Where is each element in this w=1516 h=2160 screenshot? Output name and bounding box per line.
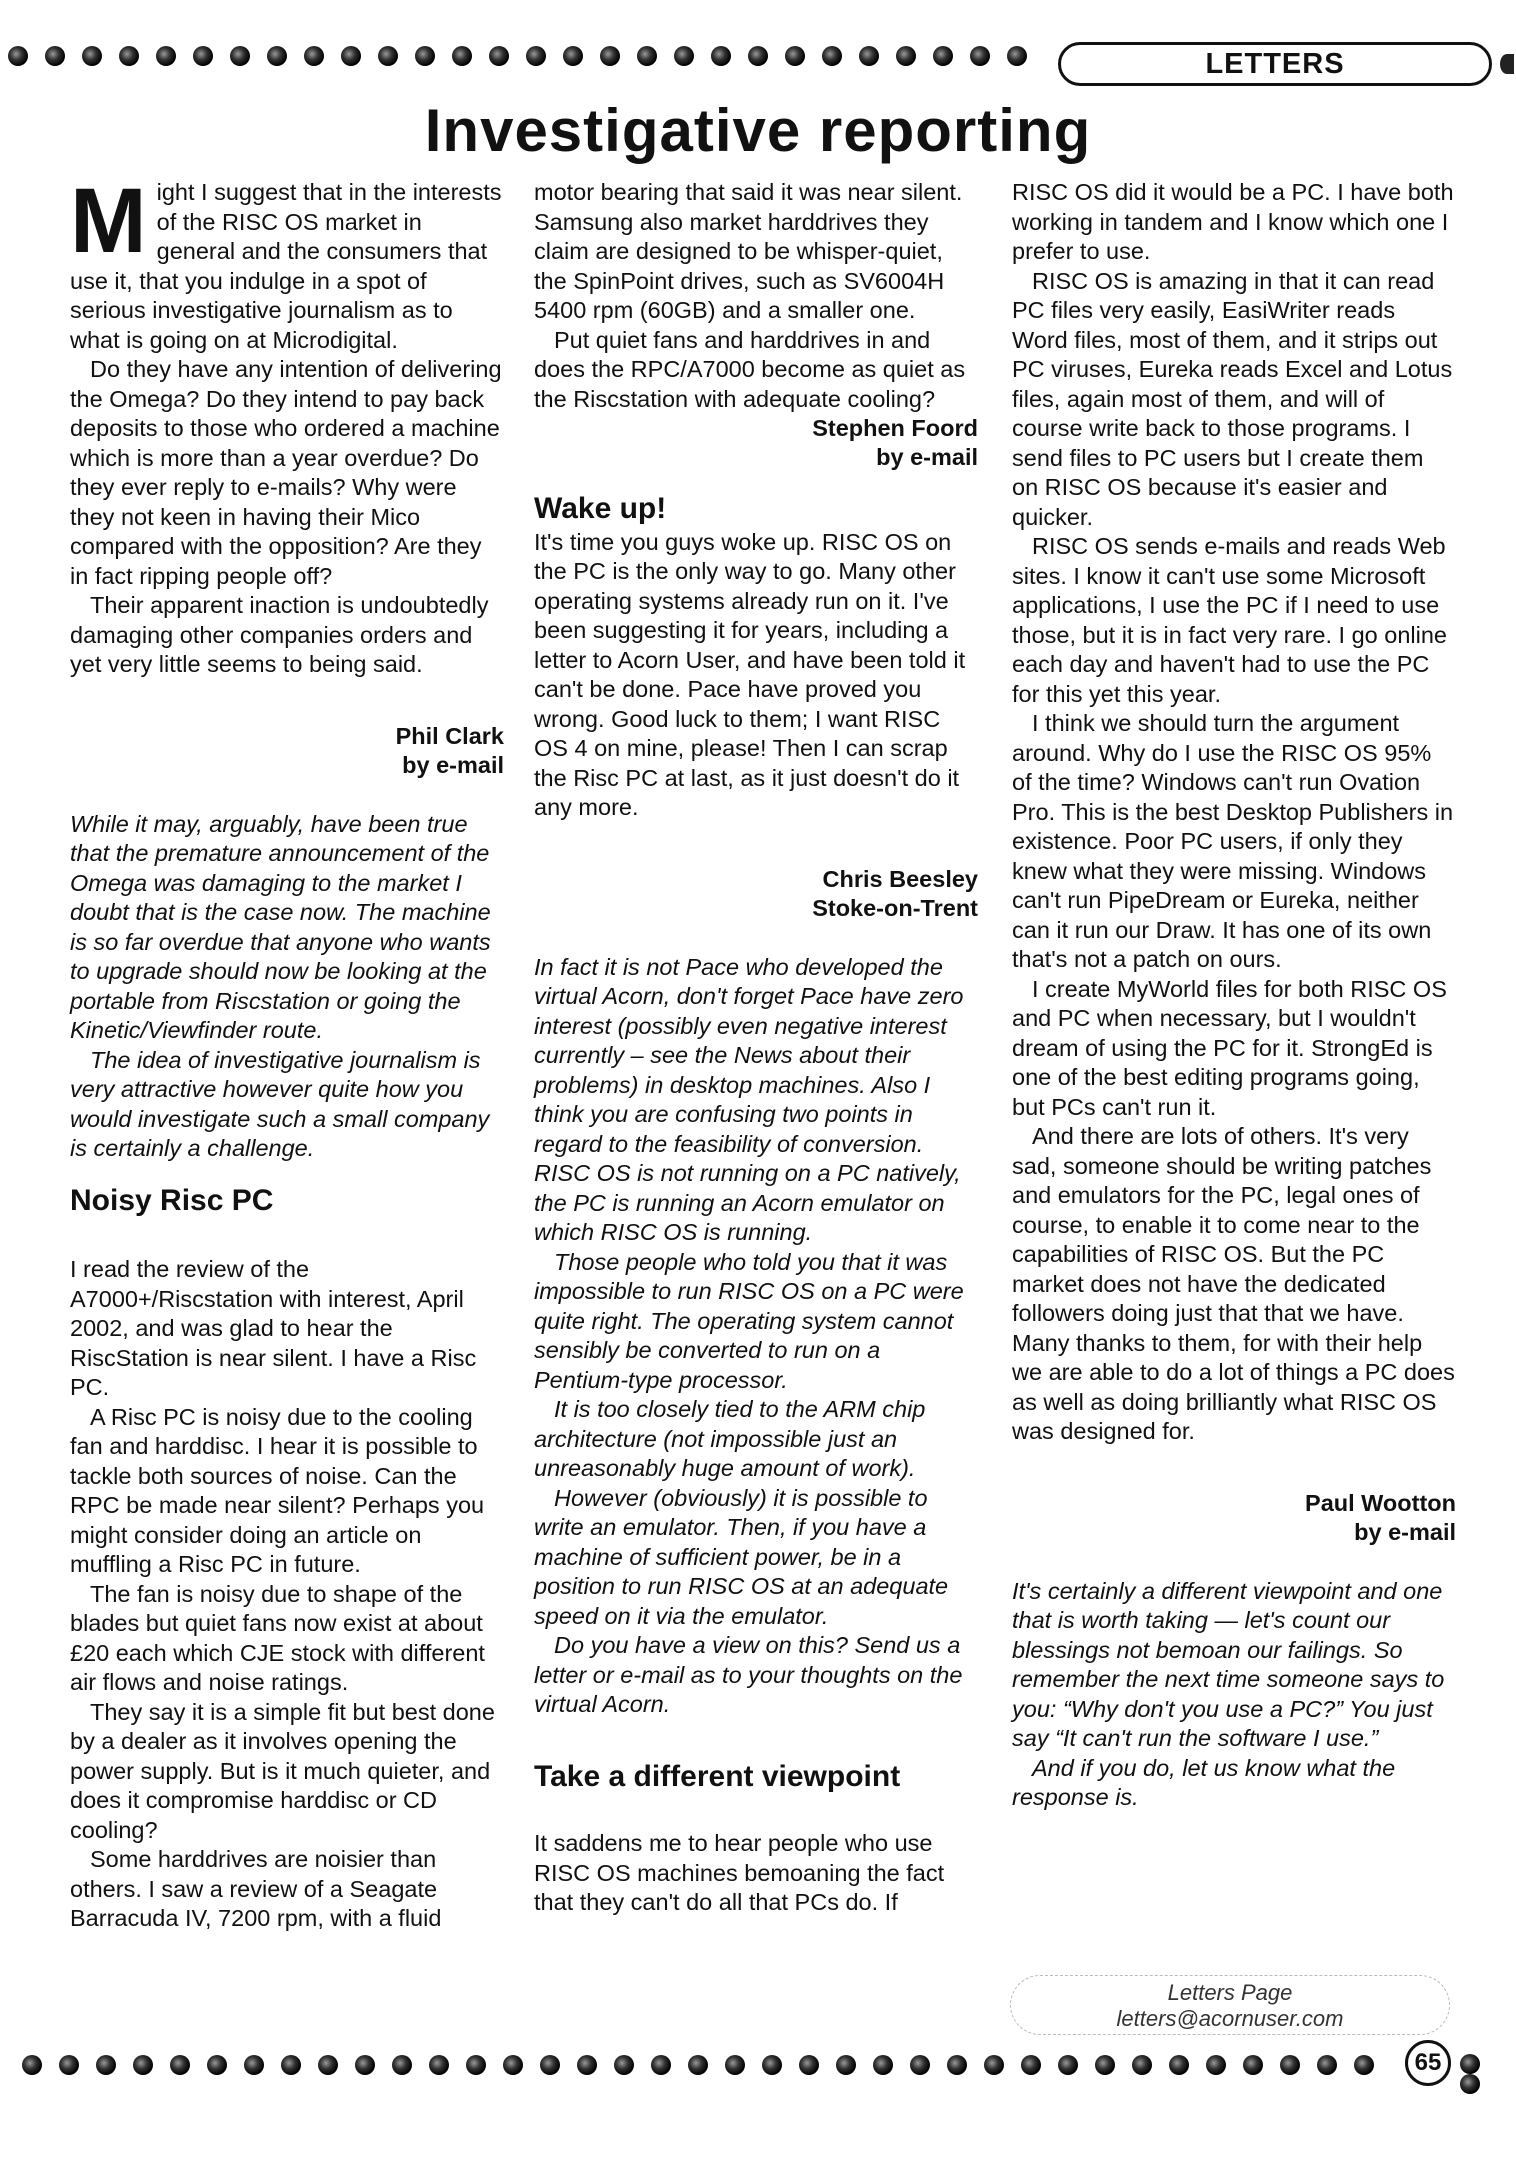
dot-ornament	[304, 46, 324, 66]
dot-ornament	[1243, 2055, 1263, 2075]
reply-para: It is too closely tied to the ARM chip architecture (not impossible just an unreasonably huge amount of work).	[534, 1396, 926, 1481]
letter4-heading: Take a different viewpoint	[534, 1759, 901, 1793]
letter4-para: It saddens me to hear people who use RISC OS machines bemoaning the fact that they can't do all that PCs do. If	[534, 1830, 945, 1915]
letter3-editor-reply	[534, 953, 978, 1720]
letter3-heading: Wake up!	[534, 492, 667, 525]
letter2-para: I read the review of the A7000+/Riscstation with interest, April 2002, and was glad to hear the RiscStation is near silent. I have a Risc PC.	[70, 1256, 477, 1400]
dot-ornament	[207, 2055, 227, 2075]
bottom-dot-border	[22, 2055, 1402, 2089]
dot-ornament	[947, 2055, 967, 2075]
dot-ornament	[822, 46, 842, 66]
dot-ornament	[725, 2055, 745, 2075]
tab-end-dot	[1500, 54, 1514, 74]
letter4-para: RISC OS sends e-mails and reads Web sites. I know it can't use some Microsoft applications, I use the PC if I need to use those, but it is in fact very rare. I go online each day and haven't had to use the PC for this yet this year.	[1012, 533, 1447, 707]
dot-ornament	[873, 2055, 893, 2075]
dot-ornament	[1058, 2055, 1078, 2075]
dot-ornament	[1021, 2055, 1041, 2075]
letter1-para-2: Their apparent inaction is undoubtedly damaging other companies orders and yet very little seems to being said.	[70, 592, 489, 677]
page-title: Investigative reporting	[424, 97, 1092, 164]
letter4-para: I create MyWorld files for both RISC OS and PC when necessary, but I wouldn't dream of using the PC for it. StrongEd is one of the best editing programs going, but PCs can't run it.	[1012, 975, 1447, 1120]
dot-ornament	[896, 46, 916, 66]
dot-ornament	[1354, 2055, 1374, 2075]
dot-ornament	[170, 2055, 190, 2075]
letter4-editor-reply	[1012, 1577, 1456, 1813]
top-dot-border	[8, 46, 1058, 80]
dot-ornament	[1007, 46, 1027, 66]
dot-ornament	[341, 46, 361, 66]
tail-dots	[1460, 2054, 1516, 2094]
dot-ornament	[785, 46, 805, 66]
dot-ornament	[466, 2055, 486, 2075]
dot-ornament	[45, 46, 65, 66]
letter3-para: It's time you guys woke up. RISC OS on the PC is the only way to go. Many other operating systems already run on it. I've been suggesting it for years, including a letter to Acorn User, and have been told it can't be done. Pace have proved you wrong. Good luck to them; I want RISC OS 4 on mine, please! Then I can scrap the Risc PC at last, as it just doesn't do it any more.	[534, 528, 966, 820]
dot-ornament	[577, 2055, 597, 2075]
dot-ornament	[452, 46, 472, 66]
letters-contact-stamp	[1010, 1975, 1450, 2035]
dot-ornament	[836, 2055, 856, 2075]
letter2-para: Put quiet fans and harddrives in and does the RPC/A7000 become as quiet as the Riscstation with adequate cooling?	[534, 326, 966, 412]
dot-ornament	[119, 46, 139, 66]
dot-ornament	[96, 2055, 116, 2075]
dot-ornament	[526, 46, 546, 66]
page-number: 65	[1405, 2040, 1451, 2086]
dot-ornament	[193, 46, 213, 66]
letter1-source: by e-mail	[402, 751, 504, 778]
dot-ornament	[984, 2055, 1004, 2075]
letter1-author: Phil Clark	[395, 722, 504, 749]
dot-ornament	[133, 2055, 153, 2075]
dot-ornament	[859, 46, 879, 66]
dot-ornament	[688, 2055, 708, 2075]
dot-ornament	[540, 2055, 560, 2075]
dot-ornament	[489, 46, 509, 66]
letter2-source: by e-mail	[876, 444, 978, 470]
dot-ornament	[1280, 2055, 1300, 2075]
dot-ornament	[1460, 2074, 1480, 2094]
letter4-author: Paul Wootton	[1305, 1489, 1456, 1516]
letter2-para: The fan is noisy due to shape of the blades but quiet fans now exist at about £20 each which CJE stock with different air flows and noise ratings.	[70, 1580, 485, 1695]
column-3	[1012, 178, 1456, 1813]
dot-ornament	[281, 2055, 301, 2075]
dot-ornament	[22, 2055, 42, 2075]
letter1-para-1: Do they have any intention of delivering the Omega? Do they intend to pay back deposits to those who ordered a machine which is more than a year overdue? Do they ever reply to e-mails? Why were they not keen in having their Mico compared with the opposition? Are they in fact ripping people off?	[70, 356, 502, 589]
letter4-para: RISC OS did it would be a PC. I have both working in tandem and I know which one I prefer to use.	[1012, 179, 1454, 264]
dot-ornament	[1169, 2055, 1189, 2075]
letter1-editor-reply	[70, 810, 504, 1164]
contact-email[interactable]: letters@acornuser.com	[1116, 2006, 1344, 2031]
dot-ornament	[59, 2055, 79, 2075]
reply-para: And if you do, let us know what the response is.	[1012, 1754, 1396, 1810]
letter2-para: They say it is a simple fit but best done by a dealer as it involves opening the power supply. But is it much quieter, and does it compromise harddisc or CD cooling?	[70, 1698, 495, 1843]
dot-ornament	[1206, 2055, 1226, 2075]
letter2-para: Some harddrives are noisier than others. I saw a review of a Seagate Barracuda IV, 7200 rpm, with a fluid	[70, 1846, 442, 1931]
reply-para: In fact it is not Pace who developed the virtual Acorn, don't forget Pace have zero interest (possibly even negative interest currently – see the News about their problems) in desktop machines. Also I think you are confusing two points in regard to the feasibility of conversion. RISC OS is not running on a PC natively, the PC is running an Acorn emulator on which RISC OS is running.	[534, 953, 964, 1245]
dot-ornament	[415, 46, 435, 66]
letter1-para-0: Might I suggest that in the interests of the RISC OS market in general and the consumers that use it, that you indulge in a spot of serious investigative journalism as to what is going on at Microdigital.	[70, 170, 502, 353]
letter2-heading: Noisy Risc PC	[70, 1183, 274, 1217]
letter2-para: A Risc PC is noisy due to the cooling fan and harddisc. I hear it is possible to tackle both sources of noise. Can the RPC be made near silent? Perhaps you might consider doing an article on muffling a Risc PC in future.	[70, 1403, 485, 1577]
dot-ornament	[711, 46, 731, 66]
dot-ornament	[748, 46, 768, 66]
dot-ornament	[910, 2055, 930, 2075]
drop-cap: M	[70, 170, 147, 272]
reply-para: Do you have a view on this? Send us a letter or e-mail as to your thoughts on the virtual Acorn.	[534, 1632, 963, 1717]
letter4-source: by e-mail	[1354, 1518, 1456, 1545]
dot-ornament	[244, 2055, 264, 2075]
dot-ornament	[563, 46, 583, 66]
dot-ornament	[674, 46, 694, 66]
dot-ornament	[230, 46, 250, 66]
dot-ornament	[156, 46, 176, 66]
reply-para: However (obviously) it is possible to write an emulator. Then, if you have a machine of sufficient power, be in a position to run RISC OS at an adequate speed on it via the emulator.	[534, 1484, 949, 1629]
dot-ornament	[799, 2055, 819, 2075]
reply-para: While it may, arguably, have been true that the premature announcement of the Omega was damaging to the market I doubt that is the case now. The machine is so far overdue that anyone who wants to upgrade should now be looking at the portable from Riscstation or going the Kinetic/Viewfinder route.	[70, 810, 491, 1043]
dot-ornament	[267, 46, 287, 66]
letter4-para: And there are lots of others. It's very sad, someone should be writing patches and emulators for the PC, legal ones of course, to enable it to come near to the capabilities of RISC OS. But the PC market does not have the dedicated followers doing just that that we have. Many thanks to them, for with their help we are able to do a lot of things a PC does as well as doing brilliantly what RISC OS was designed for.	[1012, 1123, 1455, 1444]
dot-ornament	[1132, 2055, 1152, 2075]
dot-ornament	[762, 2055, 782, 2075]
letter4-para: I think we should turn the argument around. Why do I use the RISC OS 95% of the time? Windows can't run Ovation Pro. This is the best Desktop Publishers in existence. Poor PC users, if only they knew what they were missing. Windows can't run PipeDream or Eureka, neither can it run our Draw. It has one of its own that's not a patch on ours.	[1012, 710, 1454, 972]
dot-ornament	[8, 46, 28, 66]
dot-ornament	[637, 46, 657, 66]
dot-ornament	[82, 46, 102, 66]
section-label: LETTERS	[1058, 42, 1492, 86]
dot-ornament	[503, 2055, 523, 2075]
reply-para: The idea of investigative journalism is very attractive however quite how you would investigate such a small company is certainly a challenge.	[70, 1046, 490, 1161]
dot-ornament	[318, 2055, 338, 2075]
dot-ornament	[1317, 2055, 1337, 2075]
letter3-source: Stoke-on-Trent	[812, 894, 978, 921]
dot-ornament	[1095, 2055, 1115, 2075]
letter4-para: RISC OS is amazing in that it can read PC files very easily, EasiWriter reads Word files, most of them, and it strips out PC viruses, Eureka reads Excel and Lotus files, again most of them, and will of course write back to those programs. I send files to PC users but I create them on RISC OS because it's easier and quicker.	[1012, 267, 1453, 530]
dot-ornament	[614, 2055, 634, 2075]
dot-ornament	[600, 46, 620, 66]
letter2-para: motor bearing that said it was near silent. Samsung also market harddrives they claim are designed to be whisper-quiet, the SpinPoint drives, such as SV6004H 5400 rpm (60GB) and a smaller one.	[534, 179, 963, 323]
column-2	[534, 178, 978, 1918]
letter2-author: Stephen Foord	[812, 415, 978, 441]
dot-ornament	[970, 46, 990, 66]
dot-ornament	[651, 2055, 671, 2075]
reply-para: Those people who told you that it was impossible to run RISC OS on a PC were quite right. The operating system cannot sensibly be converted to run on a Pentium-type processor.	[534, 1248, 964, 1393]
dot-ornament	[392, 2055, 412, 2075]
dot-ornament	[933, 46, 953, 66]
column-1	[70, 170, 504, 1934]
dot-ornament	[429, 2055, 449, 2075]
contact-label: Letters Page	[1167, 1980, 1293, 2005]
dot-ornament	[355, 2055, 375, 2075]
dot-ornament	[378, 46, 398, 66]
letter3-author: Chris Beesley	[822, 865, 978, 892]
reply-para: It's certainly a different viewpoint and one that is worth taking — let's count our blessings not bemoan our failings. So remember the next time someone says to you: “Why don't you use a PC?” You just say “It can't run the software I use.”	[1012, 1577, 1445, 1751]
dot-ornament	[1460, 2054, 1480, 2074]
